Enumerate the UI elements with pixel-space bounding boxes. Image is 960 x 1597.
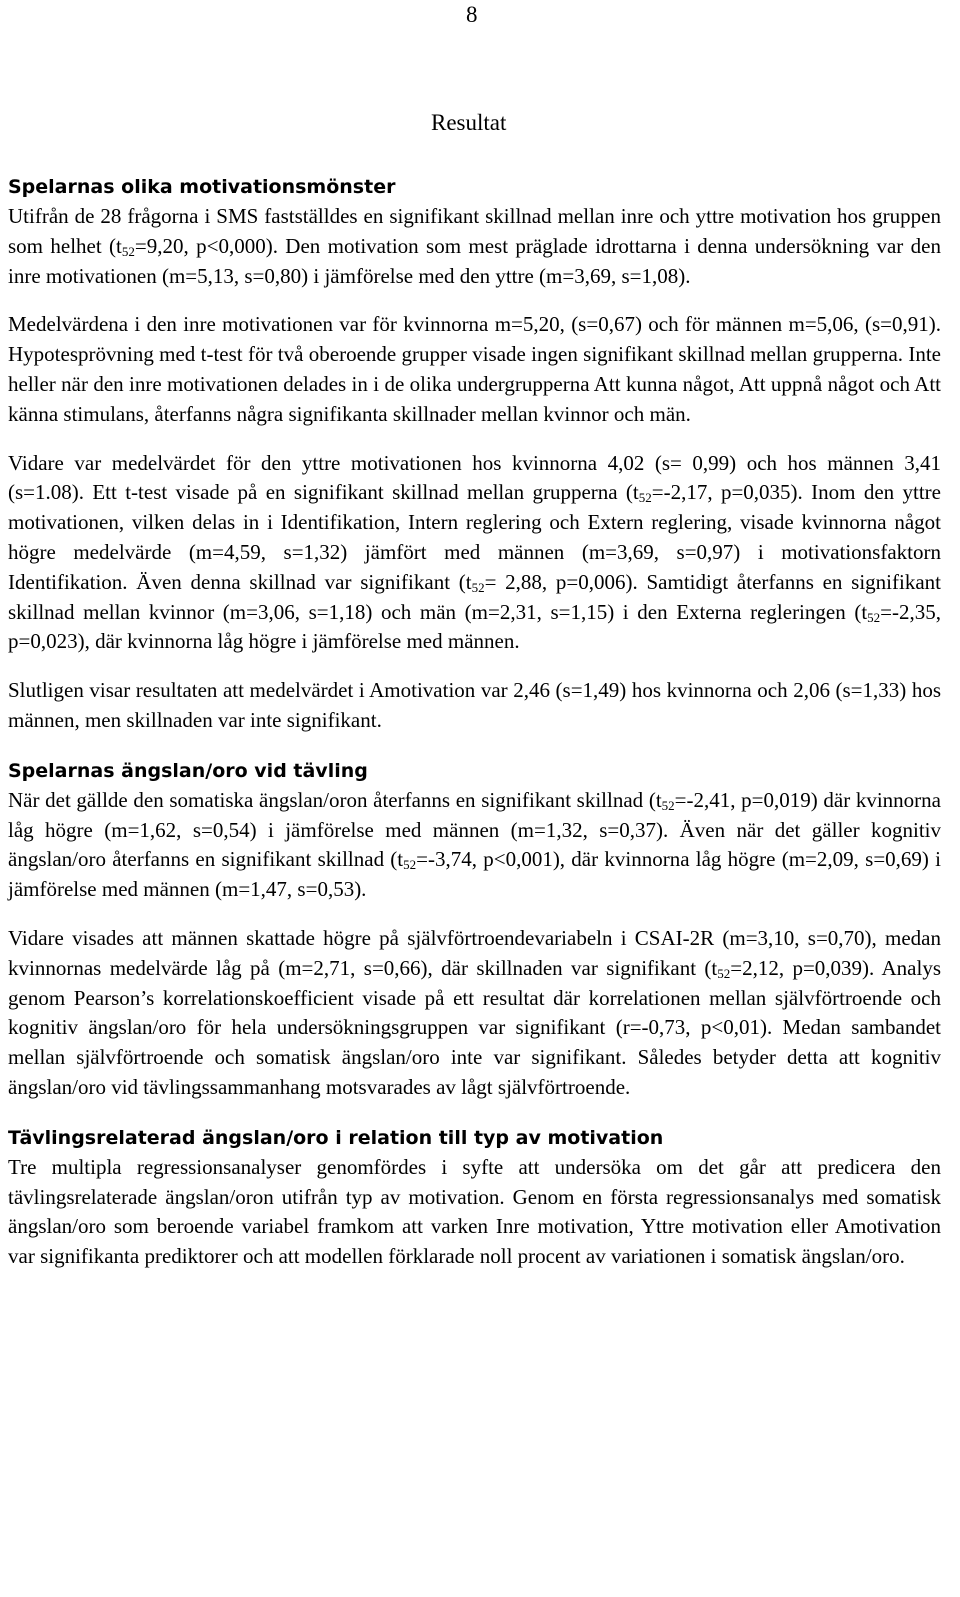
paragraph: Tre multipla regressionsanalyser genomfördes i syfte att undersöka om det går att predicera den tävlingsrelaterade ängslan/oron utifrån typ av motivation. Genom en första regressionsanalys med somatisk ängslan/oro som beroende variabel framkom att varken Inre motivation, Yttre motivation eller Amotivation var signifikanta prediktorer och att modellen förklarade noll procent av variationen i somatisk ängslan/oro. [8, 1154, 941, 1269]
section-heading: Spelarnas ängslan/oro vid tävling [8, 759, 368, 782]
paragraph: Vidare visades att männen skattade högre på självförtroendevariabeln i CSAI-2R (m=3,10, s=0,70), medan kvinnornas medelvärde låg på (m=2,71, s=0,66), där skillnaden var signifikant ($t_{52}=2,12$, p=0,039). Analys genom Pearson’s korrelationskoefficient visade på ett resultat där korrelationen mellan självförtroende och kognitiv ängslan/oro för hela undersökningsgruppen var signifikant (r=-0,73, p<0,01). Medan sambandet mellan självförtroende och somatisk ängslan/oro inte var signifikant. Således betyder detta att kognitiv ängslan/oro vid tävlingssammanhang motsvarades av lågt självförtroende. [8, 925, 941, 1099]
page-number: 8 [466, 2, 478, 27]
section-heading: Spelarnas olika motivationsmönster [8, 176, 396, 198]
paragraph: Utifrån de 28 frågorna i SMS fastställdes en signifikant skillnad mellan inre och yttre motivation hos gruppen som helhet ($t_{52}=9,20$, p<0,000). Den motivation som mest präglade idrottarna i denna undersökning var den inre motivationen (m=5,13, s=0,80) i jämförelse med den yttre (m=3,69, s=1,08). [8, 204, 941, 288]
paragraph: När det gällde den somatiska ängslan/oron återfanns en signifikant skillnad ($t_{52}=-2,41$, p=0,019) där kvinnorna låg högre (m=1,62, s=0,54) i jämförelse med männen (m=1,32, s=0,37). Även när det gäller kognitiv ängslan/oro återfanns en signifikant skillnad ($t_{52}=-3,74$, p<0,001), där kvinnorna låg högre (m=2,09, s=0,69) i jämförelse med männen (m=1,47, s=0,53). [8, 787, 941, 902]
section-heading: Tävlingsrelaterad ängslan/oro i relation till typ av motivation [8, 1126, 664, 1149]
paragraph: Vidare var medelvärdet för den yttre motivationen hos kvinnorna 4,02 (s= 0,99) och hos männen 3,41 (s=1.08). Ett t-test visade på en signifikant skillnad mellan grupperna ($t_{52}=-2,17$, p=0,035). Inom den yttre motivationen, vilken delas in i Identifikation, Intern reglering och Extern reglering, visade kvinnorna något högre medelvärde (m=4,59, s=1,32) jämfört med männen (m=3,69, s=0,97) i motivationsfaktorn Identifikation. Även denna skillnad var signifikant ($t_{52}= 2,88$, p=0,006). Samtidigt återfanns en signifikant skillnad mellan kvinnor (m=3,06, s=1,18) och män (m=2,31, s=1,15) i den Externa regleringen ($t_{52}=-2,35$, p=0,023), där kvinnorna låg högre i jämförelse med männen. [8, 450, 941, 654]
document-body [8, 172, 941, 1272]
section-motivation-patterns [8, 172, 941, 736]
section-anxiety-vs-motivation [8, 1123, 941, 1272]
section-anxiety [8, 756, 941, 1103]
paragraph: Medelvärdena i den inre motivationen var för kvinnorna m=5,20, (s=0,67) och för männen m=5,06, (s=0,91). Hypotesprövning med t-test för två oberoende grupper visade ingen signifikant skillnad mellan grupperna. Inte heller när den inre motivationen delades in i de olika undergrupperna Att kunna något, Att uppnå något och Att känna stimulans, återfanns några signifikanta skillnader mellan kvinnor och män. [8, 312, 941, 426]
page-title: Resultat [431, 110, 507, 135]
paragraph: Slutligen visar resultaten att medelvärdet i Amotivation var 2,46 (s=1,49) hos kvinnorna och 2,06 (s=1,33) hos männen, men skillnaden var inte signifikant. [8, 678, 941, 732]
